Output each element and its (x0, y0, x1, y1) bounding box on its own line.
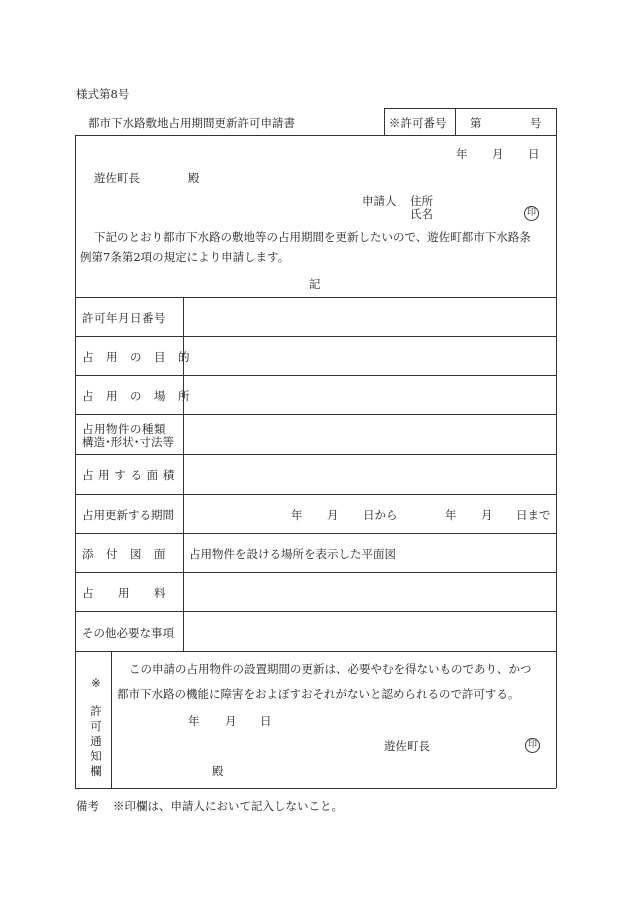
frame-right-border (556, 108, 557, 788)
notice-label-char: 欄 (90, 764, 102, 778)
form-title: 都市下水路敷地占用期間更新許可申請書 (88, 116, 295, 130)
addressee: 遊佐町長 (94, 171, 140, 185)
permit-number-label: ※許可番号 (389, 116, 447, 130)
body-line-2: 例第7条第2項の規定により申請します。 (80, 250, 290, 264)
name-label: 氏名 (410, 207, 433, 221)
row-divider (75, 375, 556, 376)
row-label-area: 占 用 す る 面 積 (82, 468, 175, 482)
period-month-1: 月 (327, 508, 339, 522)
body-line-1: 下記のとおり都市下水路の敷地等の占用期間を更新したいので、遊佐町都市下水路条 (94, 230, 531, 244)
permit-number-go: 号 (530, 116, 542, 130)
row-divider (75, 494, 556, 495)
applicant-label: 申請人 (362, 194, 397, 208)
date-year: 年 (456, 147, 468, 161)
frame-top-border (75, 135, 556, 136)
period-until: 日まで (516, 508, 551, 522)
remarks-text: ※印欄は、申請人において記入しないこと。 (113, 799, 343, 813)
date-day: 日 (528, 147, 540, 161)
title-box-left-border (384, 108, 385, 135)
row-label-object-type: 占用物件の種類 (82, 422, 166, 436)
title-box-divider (455, 108, 456, 135)
row-divider (75, 651, 556, 652)
notice-honorific: 殿 (212, 764, 224, 778)
notice-label-char: 知 (90, 749, 102, 763)
form-number: 様式第8号 (76, 87, 130, 101)
notice-seal: 印 (525, 738, 540, 753)
notice-line-2: 都市下水路の機能に障害をおよぼすおそれがないと認められるので許可する。 (117, 687, 520, 701)
row-label-permit-date-number: 許可年月日番号 (82, 311, 166, 325)
permit-number-input[interactable] (470, 115, 525, 130)
field-location[interactable] (186, 378, 552, 411)
row-label-object-structure: 構造･形状･寸法等 (82, 435, 174, 449)
notice-label-char: 許 (90, 704, 102, 718)
field-permit-date-number[interactable] (186, 300, 552, 333)
addressee-honorific: 殿 (188, 171, 200, 185)
row-divider (75, 414, 556, 415)
permit-number-dai: 第 (470, 116, 482, 130)
row-divider (75, 454, 556, 455)
row-divider (75, 336, 556, 337)
field-purpose[interactable] (186, 339, 552, 372)
notice-label-char: 通 (90, 734, 102, 748)
period-year-2: 年 (445, 508, 457, 522)
notice-label-mark: ※ (91, 676, 101, 690)
field-other-matters[interactable] (186, 614, 552, 648)
notice-month: 月 (225, 714, 237, 728)
row-divider (75, 572, 556, 573)
row-label-purpose: 占 用 の 目 的 (82, 350, 190, 364)
title-box-top-border (384, 108, 556, 109)
date-month: 月 (492, 147, 504, 161)
frame-left-border (75, 135, 76, 788)
row-divider (75, 611, 556, 612)
row-label-attached-drawing: 添 付 図 面 (82, 547, 166, 561)
row-divider (75, 533, 556, 534)
remarks-label: 備考 (76, 799, 99, 813)
field-area[interactable] (186, 457, 552, 491)
notice-line-1: この申請の占用物件の設置期間の更新は、必要やむを得ないものであり、かつ (129, 662, 532, 676)
notice-year: 年 (188, 714, 200, 728)
row-label-renewal-period: 占用更新する期間 (82, 508, 174, 522)
row-label-location: 占 用 の 場 所 (82, 389, 190, 403)
row-divider (75, 297, 556, 298)
period-month-2: 月 (481, 508, 493, 522)
row-label-other-matters: その他必要な事項 (82, 626, 174, 640)
field-attached-drawing: 占用物件を設ける場所を表示した平面図 (189, 547, 396, 561)
notice-day: 日 (260, 714, 272, 728)
period-from: 日から (363, 508, 398, 522)
notice-label-divider (111, 651, 112, 788)
notice-label-char: 可 (90, 719, 102, 733)
applicant-seal: 印 (524, 206, 539, 221)
notice-signer: 遊佐町長 (384, 739, 430, 753)
address-label: 住所 (410, 194, 433, 208)
row-label-fee: 占 用 料 (82, 586, 166, 600)
field-fee[interactable] (186, 575, 552, 608)
field-object-type[interactable] (186, 417, 552, 451)
period-year-1: 年 (291, 508, 303, 522)
frame-bottom-border (75, 788, 556, 789)
ki-heading: 記 (309, 277, 321, 291)
